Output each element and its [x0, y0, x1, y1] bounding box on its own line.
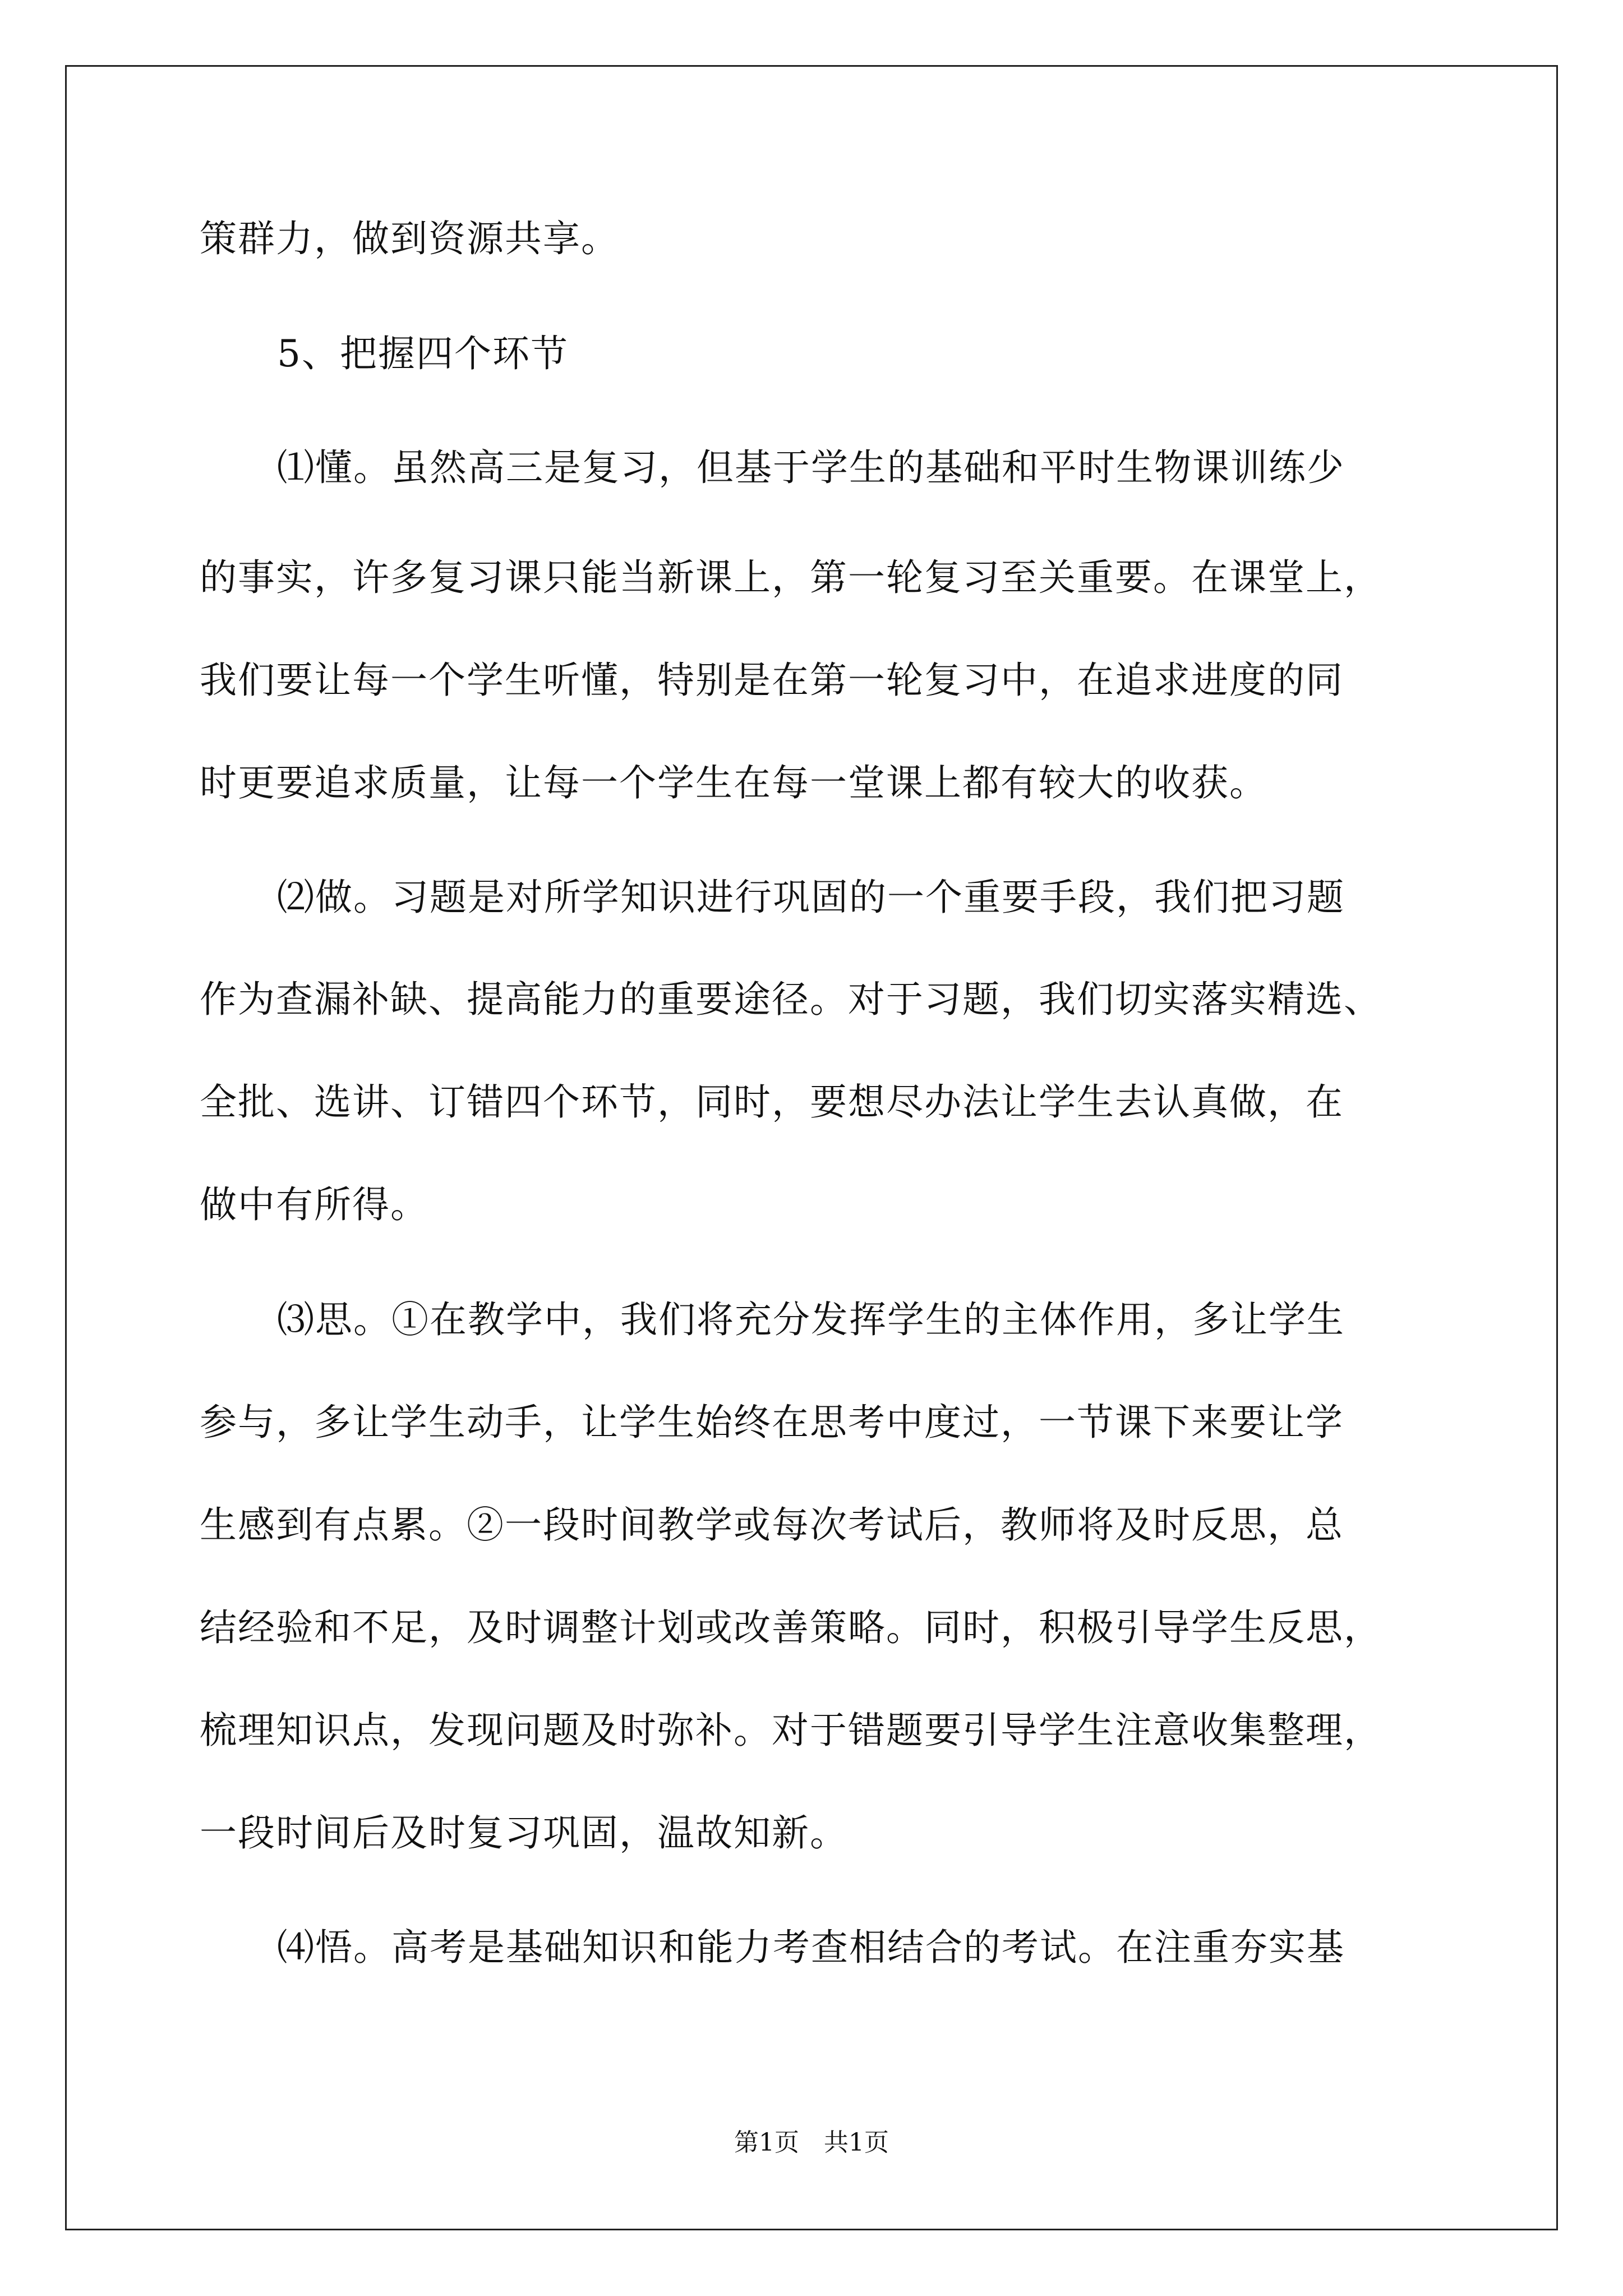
paragraph-line: 时更要追求质量，让每一个学生在每一堂课上都有较大的收获。 [200, 761, 1267, 804]
paragraph-line: 生感到有点累。②一段时间教学或每次考试后，教师将及时反思，总 [200, 1503, 1344, 1547]
paragraph-line: ⑵做。习题是对所学知识进行巩固的一个重要手段，我们把习题 [277, 876, 1345, 919]
paragraph-line: 做中有所得。 [200, 1183, 428, 1226]
paragraph-line: 参与，多让学生动手，让学生始终在思考中度过，一节课下来要让学 [200, 1401, 1344, 1444]
paragraph-line: ⑶思。①在教学中，我们将充分发挥学生的主体作用，多让学生 [277, 1298, 1345, 1341]
page-border [65, 65, 1558, 2230]
paragraph-line: 一段时间后及时复习巩固，温故知新。 [200, 1811, 848, 1855]
page-number: 第1页 共1页 [734, 2128, 889, 2157]
paragraph-line: 策群力，做到资源共享。 [200, 217, 619, 260]
paragraph-line: 我们要让每一个学生听懂，特别是在第一轮复习中，在追求进度的同 [200, 659, 1344, 702]
paragraph-line: 全批、选讲、订错四个环节，同时，要想尽办法让学生去认真做，在 [200, 1080, 1344, 1124]
paragraph-line: 梳理知识点，发现问题及时弥补。对于错题要引导学生注意收集整理， [200, 1709, 1382, 1752]
section-heading: 5、把握四个环节 [277, 332, 569, 375]
paragraph-line: ⑴懂。虽然高三是复习，但基于学生的基础和平时生物课训练少 [277, 446, 1345, 489]
paragraph-line: 的事实，许多复习课只能当新课上，第一轮复习至关重要。在课堂上， [200, 556, 1382, 599]
paragraph-line: 结经验和不足，及时调整计划或改善策略。同时，积极引导学生反思， [200, 1606, 1382, 1649]
paragraph-line: ⑷悟。高考是基础知识和能力考查相结合的考试。在注重夯实基 [277, 1926, 1345, 1969]
paragraph-line: 作为查漏补缺、提高能力的重要途径。对于习题，我们切实落实精选、 [200, 978, 1382, 1021]
